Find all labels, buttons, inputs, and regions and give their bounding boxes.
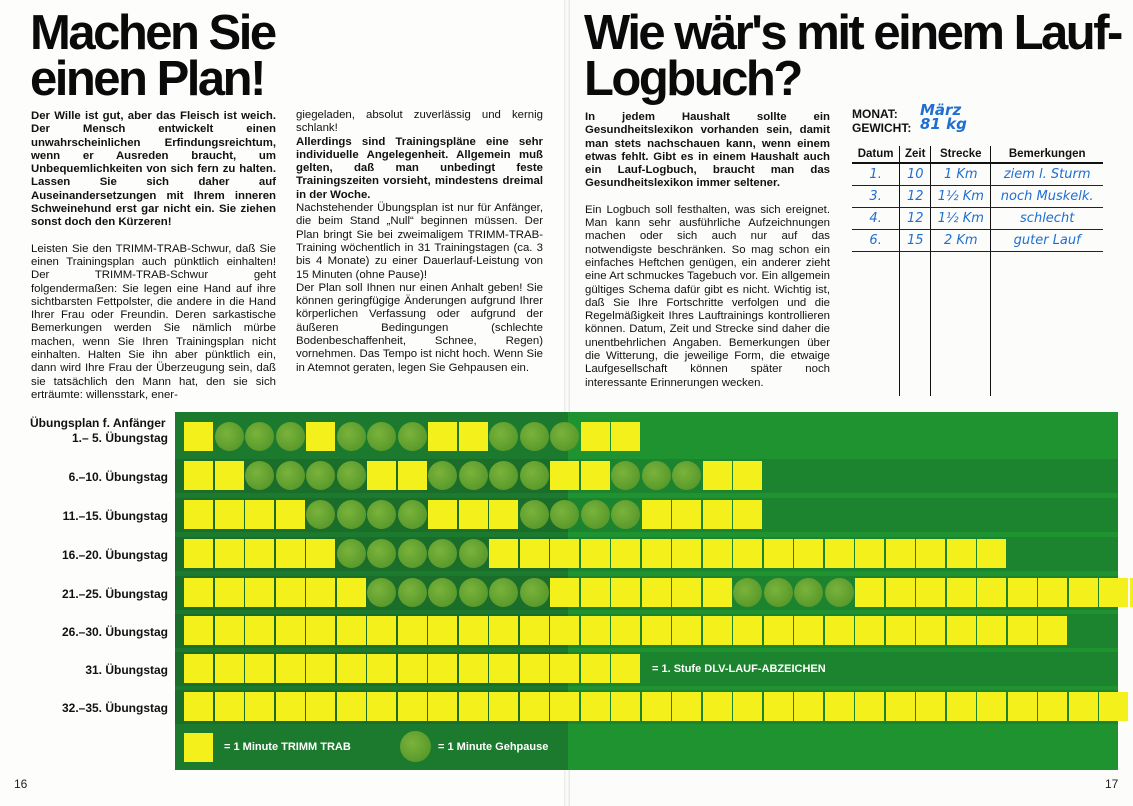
trab-minute-square [1038, 692, 1067, 721]
bold-paragraph: Allerdings sind Trainingspläne eine sehr individuelle Angelegenheit. Allgemein muß gelten, daß man unbedingt feste Trainingszeiten vorsieht, mindestens dreimal in der Woche. [296, 135, 543, 201]
date-cell: 3. [852, 186, 900, 208]
trab-minute-square [1008, 692, 1037, 721]
trab-minute-square [184, 578, 213, 607]
trab-minute-square [581, 692, 610, 721]
body-paragraph: giegeladen, absolut zuverlässig und kernig schlank! [296, 109, 543, 135]
distance-cell: 2 Km [931, 230, 991, 252]
gewicht-label: GEWICHT: [852, 121, 912, 135]
right-page-title: Wie wär's mit einem Lauf-Logbuch? [584, 6, 1121, 106]
walk-minute-circle [550, 500, 579, 529]
trab-minute-square [916, 539, 945, 568]
trab-minute-square [184, 692, 213, 721]
walk-minute-circle [428, 578, 457, 607]
table-row [852, 186, 1103, 208]
trab-minute-square [428, 500, 457, 529]
trab-minute-square [184, 500, 213, 529]
trab-minute-square [703, 692, 732, 721]
walk-minute-circle [306, 461, 335, 490]
trab-minute-square [764, 616, 793, 645]
trab-minute-square [1099, 578, 1128, 607]
page-number-left: 16 [14, 777, 28, 791]
trab-minute-square [367, 616, 396, 645]
table-row-empty [852, 330, 1103, 356]
trab-minute-square [1038, 578, 1067, 607]
trab-minute-square [306, 654, 335, 683]
trab-minute-square [733, 616, 762, 645]
walk-minute-circle [489, 461, 518, 490]
legend-square [184, 733, 213, 762]
legend-circle-label: = 1 Minute Gehpause [438, 741, 549, 753]
trab-minute-square [520, 692, 549, 721]
column-header: Strecke [931, 146, 991, 163]
trab-minute-square [977, 616, 1006, 645]
trab-minute-square [550, 692, 579, 721]
trab-minute-square [550, 578, 579, 607]
trab-minute-square [428, 654, 457, 683]
trab-minute-square [215, 500, 244, 529]
trab-minute-square [703, 461, 732, 490]
monat-value: März [920, 101, 962, 119]
walk-minute-circle [520, 578, 549, 607]
plan-row-label: 6.–10. Übungstag [68, 470, 168, 484]
trab-minute-square [184, 461, 213, 490]
trab-minute-square [520, 654, 549, 683]
trab-minute-square [611, 539, 640, 568]
trab-minute-square [886, 578, 915, 607]
walk-minute-circle [611, 461, 640, 490]
walk-minute-circle [520, 461, 549, 490]
trab-minute-square [184, 654, 213, 683]
walk-minute-circle [825, 578, 854, 607]
trab-minute-square [642, 616, 671, 645]
trab-minute-square [306, 692, 335, 721]
plan-row-label: 11.–15. Übungstag [62, 509, 168, 523]
trab-minute-square [855, 616, 884, 645]
logbook-weight-line [852, 115, 1107, 136]
walk-minute-circle [459, 539, 488, 568]
trab-minute-square [428, 692, 457, 721]
trab-minute-square [489, 692, 518, 721]
logbook-month-line [852, 101, 1107, 122]
legend-circle [400, 731, 431, 762]
trab-minute-square [337, 692, 366, 721]
body-paragraph: Nachstehender Übungsplan ist nur für Anfänger, die beim Stand „Null“ beginnen müssen. Der Plan bringt Sie bei zweimaligem TRIMM-TRAB-Training wöchentlich in 31 Trainingstagen (ca. 3 bis 4 Monate) zu einer Dauerlauf-Leistung von 15 Minuten (ohne Pause)! [296, 202, 543, 281]
walk-minute-circle [337, 500, 366, 529]
remark-cell: noch Muskelk. [991, 186, 1103, 208]
trab-minute-square [245, 654, 274, 683]
table-row-empty [852, 356, 1103, 396]
trab-minute-square [489, 500, 518, 529]
trab-minute-square [489, 539, 518, 568]
trab-minute-square [1069, 692, 1098, 721]
logbook-example [852, 101, 1107, 396]
trab-minute-square [672, 692, 701, 721]
trab-minute-square [825, 616, 854, 645]
walk-minute-circle [642, 461, 671, 490]
trab-minute-square [276, 500, 305, 529]
trab-minute-square [916, 578, 945, 607]
trab-minute-square [794, 692, 823, 721]
trab-minute-square [459, 422, 488, 451]
left-page-title: Machen Sie einen Plan! [30, 6, 275, 106]
trab-minute-square [886, 616, 915, 645]
plan-row-strip [568, 652, 1118, 686]
plan-row-label: 16.–20. Übungstag [61, 548, 168, 562]
trab-minute-square [215, 654, 244, 683]
trab-minute-square [306, 578, 335, 607]
trab-minute-square [489, 654, 518, 683]
trab-minute-square [642, 500, 671, 529]
walk-minute-circle [459, 578, 488, 607]
trab-minute-square [245, 539, 274, 568]
table-row [852, 208, 1103, 230]
column-header: Zeit [900, 146, 931, 163]
trab-minute-square [520, 539, 549, 568]
walk-minute-circle [398, 422, 427, 451]
trab-minute-square [276, 578, 305, 607]
trab-minute-square [245, 616, 274, 645]
trab-minute-square [672, 578, 701, 607]
trab-minute-square [1099, 692, 1128, 721]
trab-minute-square [459, 616, 488, 645]
trab-minute-square [672, 539, 701, 568]
trab-minute-square [733, 692, 762, 721]
trab-minute-square [703, 616, 732, 645]
plan-row-label: 32.–35. Übungstag [61, 701, 168, 715]
gewicht-value: 81 kg [920, 115, 967, 133]
trab-minute-square [367, 692, 396, 721]
intro-paragraph: Der Wille ist gut, aber das Fleisch ist weich. Der Mensch entwickelt einen unwahrscheinlichen Erfindungsreichtum, wenn er Ausreden braucht, um Unbequemlichkeiten von sich fern zu halten. Lassen Sie sich daher auf Auseinandersetzungen mit Ihrem inneren Schweinehund erst gar nicht ein. Sie ziehen sonst doch den Kürzeren! [31, 110, 276, 229]
trab-minute-square [276, 539, 305, 568]
walk-minute-circle [550, 422, 579, 451]
trab-minute-square [367, 654, 396, 683]
walk-minute-circle [733, 578, 762, 607]
trab-minute-square [947, 616, 976, 645]
trab-minute-square [703, 539, 732, 568]
abzeichen-note: = 1. Stufe DLV-LAUF-ABZEICHEN [652, 663, 826, 675]
trab-minute-square [459, 500, 488, 529]
trab-minute-square [398, 654, 427, 683]
trab-minute-square [459, 692, 488, 721]
legend-square-label: = 1 Minute TRIMM TRAB [224, 741, 351, 753]
walk-minute-circle [245, 422, 274, 451]
plan-title: Übungsplan f. Anfänger [30, 416, 166, 430]
trab-minute-square [367, 461, 396, 490]
walk-minute-circle [398, 539, 427, 568]
trab-minute-square [733, 539, 762, 568]
trab-minute-square [916, 616, 945, 645]
distance-cell: 1½ Km [931, 186, 991, 208]
trab-minute-square [611, 616, 640, 645]
trab-minute-square [764, 539, 793, 568]
trab-minute-square [611, 692, 640, 721]
monat-label: MONAT: [852, 107, 898, 121]
body-paragraph: Ein Logbuch soll festhalten, was sich ereignet. Man kann sehr ausführliche Aufzeichnungen machen oder sich auch nur auf das notwendigste beschränken. So mag schon ein einfaches Heftchen genügen, ein anderer zieht eine Art schmuckes Tagebuch vor. Ein allgemein gültiges Schema dafür gibt es nicht. Wichtig ist, daß Sie Ihre Fortschritte verfolgen und die Regelmäßigkeit Ihres Lauftrainings kontrollieren können. Datum, Zeit und Strecke sind daher die unentbehrlichen Angaben. Bemerkungen über die Witterung, die jeweilige Form, die etwaige Laufgesellschaft können später noch interessante Erinnerungen wecken. [585, 203, 830, 389]
trab-minute-square [886, 692, 915, 721]
trab-minute-square [642, 539, 671, 568]
distance-cell: 1 Km [931, 163, 991, 186]
trab-minute-square [245, 500, 274, 529]
trab-minute-square [642, 692, 671, 721]
time-cell: 12 [900, 208, 931, 230]
walk-minute-circle [489, 422, 518, 451]
trab-minute-square [398, 461, 427, 490]
date-cell: 4. [852, 208, 900, 230]
trab-minute-square [947, 539, 976, 568]
trab-minute-square [276, 692, 305, 721]
remark-cell: guter Lauf [991, 230, 1103, 252]
trab-minute-square [642, 578, 671, 607]
walk-minute-circle [672, 461, 701, 490]
trab-minute-square [794, 539, 823, 568]
text-column-2 [296, 109, 543, 375]
walk-minute-circle [794, 578, 823, 607]
trab-minute-square [703, 578, 732, 607]
trab-minute-square [215, 539, 244, 568]
remark-cell: ziem l. Sturm [991, 163, 1103, 186]
walk-minute-circle [367, 578, 396, 607]
trab-minute-square [184, 616, 213, 645]
walk-minute-circle [337, 422, 366, 451]
trab-minute-square [733, 461, 762, 490]
trab-minute-square [1008, 616, 1037, 645]
trab-minute-square [855, 539, 884, 568]
date-cell: 1. [852, 163, 900, 186]
trab-minute-square [977, 578, 1006, 607]
text-column-3 [585, 111, 830, 390]
plan-row-label: 21.–25. Übungstag [61, 587, 168, 601]
trab-minute-square [581, 539, 610, 568]
walk-minute-circle [489, 578, 518, 607]
walk-minute-circle [367, 422, 396, 451]
trab-minute-square [581, 578, 610, 607]
column-header: Datum [852, 146, 900, 163]
trab-minute-square [550, 461, 579, 490]
trab-minute-square [337, 654, 366, 683]
trab-minute-square [794, 616, 823, 645]
walk-minute-circle [764, 578, 793, 607]
trab-minute-square [428, 616, 457, 645]
plan-row-label: 26.–30. Übungstag [61, 625, 168, 639]
trab-minute-square [855, 692, 884, 721]
walk-minute-circle [245, 461, 274, 490]
table-row [852, 163, 1103, 186]
time-cell: 10 [900, 163, 931, 186]
trab-minute-square [672, 616, 701, 645]
time-cell: 15 [900, 230, 931, 252]
table-row-empty [852, 304, 1103, 330]
trab-minute-square [947, 578, 976, 607]
table-row-empty [852, 278, 1103, 304]
trab-minute-square [306, 616, 335, 645]
walk-minute-circle [520, 422, 549, 451]
intro-paragraph: In jedem Haushalt sollte ein Gesundheitslexikon vorhanden sein, damit man stets nachschauen kann, wenn einem etwas fehlt. Gibt es in einem Haushalt auch ein Lauf-Logbuch, braucht man das Gesundheitslexikon immer seltener. [585, 111, 830, 190]
table-row-empty [852, 252, 1103, 279]
trab-minute-square [581, 616, 610, 645]
trab-minute-square [581, 654, 610, 683]
trab-minute-square [215, 461, 244, 490]
trab-minute-square [1008, 578, 1037, 607]
date-cell: 6. [852, 230, 900, 252]
body-paragraph: Der Plan soll Ihnen nur einen Anhalt geben! Sie können geringfügige Änderungen aufgrund Ihrer körperlichen Verfassung oder aufgrund der äußeren Bedingungen (schlechte Bodenbeschaffenheit, Schnee, Regen) vornehmen. Das Tempo ist nicht hoch. Wenn Sie in Atemnot geraten, legen Sie Gehpausen ein. [296, 281, 543, 374]
trab-minute-square [825, 539, 854, 568]
trab-minute-square [489, 616, 518, 645]
trab-minute-square [672, 500, 701, 529]
walk-minute-circle [428, 539, 457, 568]
walk-minute-circle [581, 500, 610, 529]
trab-minute-square [581, 461, 610, 490]
column-header: Bemerkungen [991, 146, 1103, 163]
trab-minute-square [184, 422, 213, 451]
walk-minute-circle [337, 539, 366, 568]
trab-minute-square [611, 654, 640, 683]
trab-minute-square [306, 422, 335, 451]
walk-minute-circle [398, 578, 427, 607]
trab-minute-square [306, 539, 335, 568]
walk-minute-circle [337, 461, 366, 490]
trab-minute-square [428, 422, 457, 451]
walk-minute-circle [611, 500, 640, 529]
trab-minute-square [215, 692, 244, 721]
walk-minute-circle [520, 500, 549, 529]
trab-minute-square [245, 692, 274, 721]
trab-minute-square [1038, 616, 1067, 645]
body-paragraph: Leisten Sie den TRIMM-TRAB-Schwur, daß Sie einen Trainingsplan auch pünktlich einhalten! Der TRIMM-TRAB-Schwur geht folgendermaßen: Sie legen eine Hand auf ihre sichtbarsten Fettpolster, die andere in die Hand Ihrer Frau oder Freundin. Deren sarkastische Bemerkungen werden Sie nämlich mürbe machen, wenn Sie Ihren Trainingsplan nicht einhalten. Halten Sie ihn aber pünktlich ein, dann wird Ihre Frau der Überzeugung sein, daß sie tatsächlich den Mann hat, den sie sich erträumte: willensstark, ener- [31, 242, 276, 401]
walk-minute-circle [276, 461, 305, 490]
plan-row-label: 1.– 5. Übungstag [71, 431, 168, 445]
trab-minute-square [703, 500, 732, 529]
time-cell: 12 [900, 186, 931, 208]
trab-minute-square [1069, 578, 1098, 607]
distance-cell: 1½ Km [931, 208, 991, 230]
walk-minute-circle [459, 461, 488, 490]
trab-minute-square [215, 616, 244, 645]
trab-minute-square [550, 539, 579, 568]
page-number-right: 17 [1105, 777, 1119, 791]
trab-minute-square [916, 692, 945, 721]
trab-minute-square [550, 654, 579, 683]
trab-minute-square [886, 539, 915, 568]
plan-row-label: 31. Übungstag [85, 663, 168, 677]
trab-minute-square [337, 578, 366, 607]
trab-minute-square [337, 616, 366, 645]
walk-minute-circle [398, 500, 427, 529]
trab-minute-square [459, 654, 488, 683]
trab-minute-square [520, 616, 549, 645]
walk-minute-circle [215, 422, 244, 451]
trab-minute-square [184, 539, 213, 568]
trab-minute-square [733, 500, 762, 529]
walk-minute-circle [367, 500, 396, 529]
walk-minute-circle [428, 461, 457, 490]
trab-minute-square [825, 692, 854, 721]
trab-minute-square [977, 692, 1006, 721]
walk-minute-circle [306, 500, 335, 529]
trab-minute-square [581, 422, 610, 451]
trab-minute-square [398, 616, 427, 645]
trab-minute-square [276, 654, 305, 683]
logbook-table [852, 146, 1103, 396]
trab-minute-square [855, 578, 884, 607]
trab-minute-square [764, 692, 793, 721]
walk-minute-circle [276, 422, 305, 451]
trab-minute-square [245, 578, 274, 607]
table-row [852, 230, 1103, 252]
trab-minute-square [611, 578, 640, 607]
trab-minute-square [947, 692, 976, 721]
walk-minute-circle [367, 539, 396, 568]
trab-minute-square [611, 422, 640, 451]
trab-minute-square [977, 539, 1006, 568]
trab-minute-square [215, 578, 244, 607]
text-column-1 [31, 110, 276, 402]
trab-minute-square [398, 692, 427, 721]
remark-cell: schlecht [991, 208, 1103, 230]
trab-minute-square [550, 616, 579, 645]
trab-minute-square [276, 616, 305, 645]
